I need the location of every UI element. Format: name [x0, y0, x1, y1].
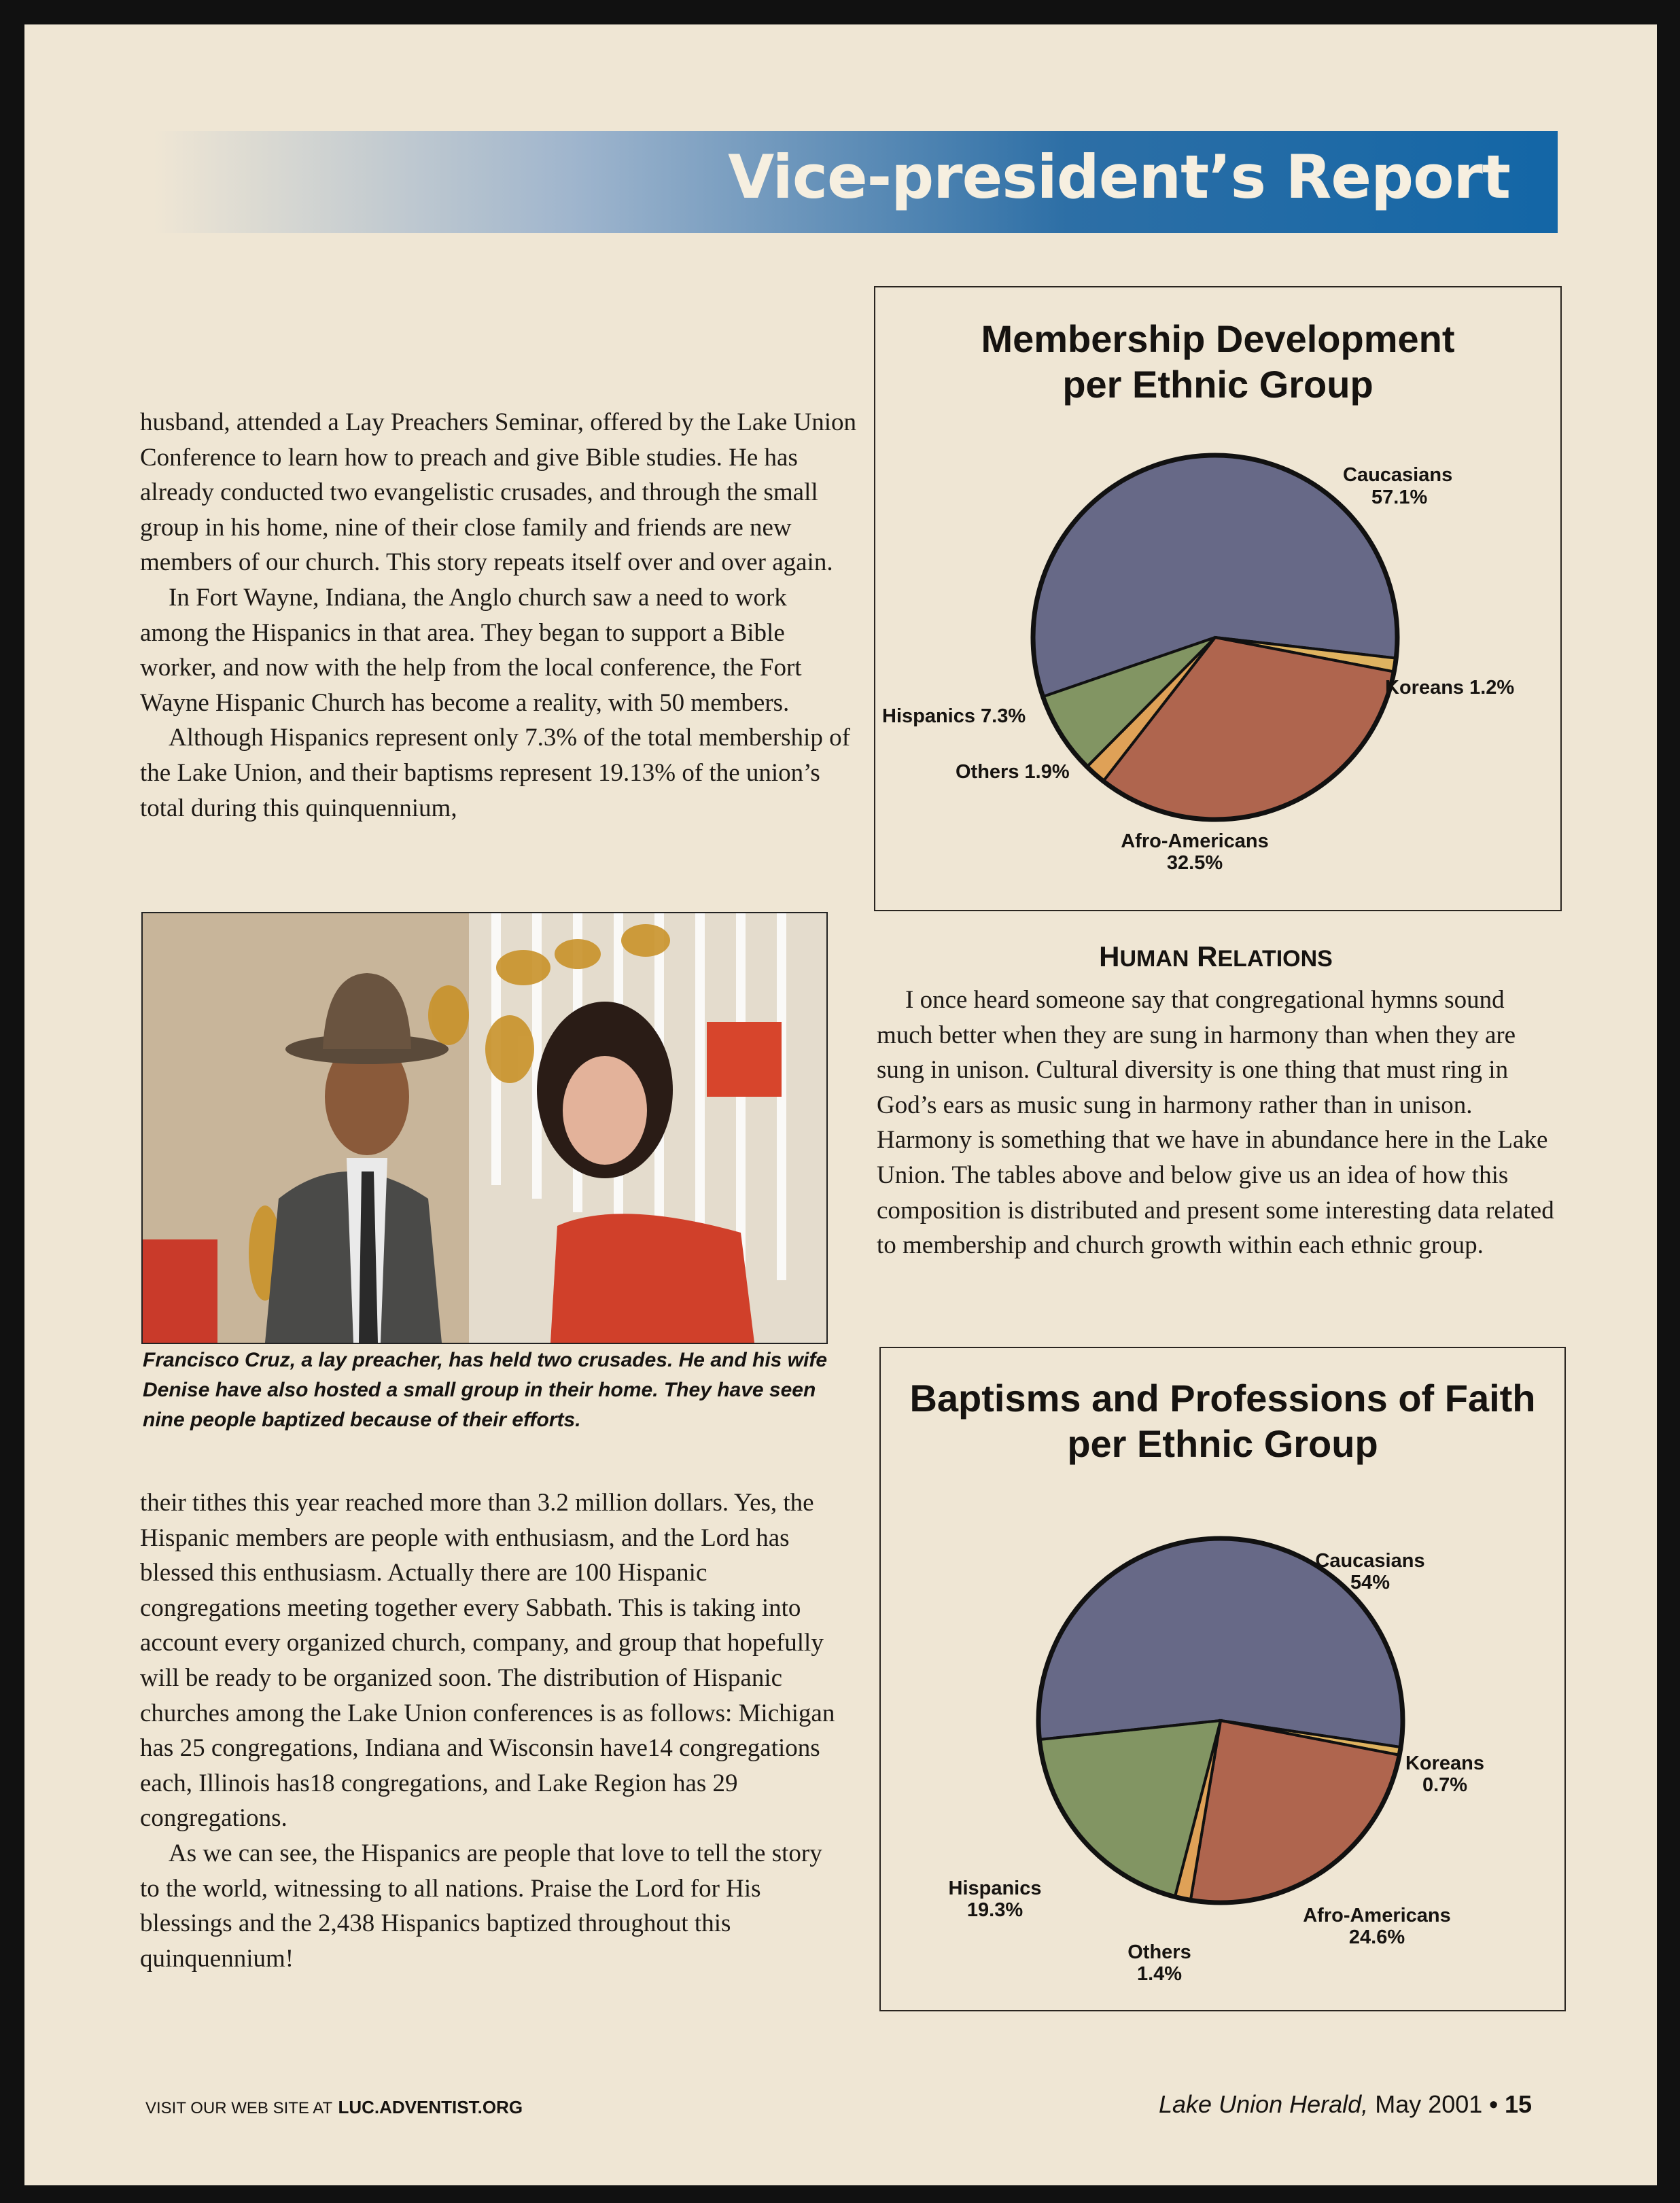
label-koreans-pct-2: 0.7%	[1422, 1774, 1468, 1796]
pie-slice-afro-americans	[1191, 1721, 1399, 1903]
label-others-pct-2: 1.4%	[1136, 1963, 1183, 1985]
page-number: 15	[1504, 2090, 1532, 2118]
label-hispanics-pct-2: 19.3%	[966, 1899, 1023, 1921]
label-afro-1: Afro-Americans	[1121, 830, 1269, 852]
section-banner	[154, 131, 1558, 233]
label-others-2: Others	[1127, 1941, 1191, 1963]
label-koreans-2: Koreans	[1405, 1752, 1485, 1774]
label-caucasians-2: Caucasians	[1315, 1550, 1425, 1572]
website-link[interactable]: LUC.ADVENTIST.ORG	[338, 2097, 523, 2117]
human-relations-heading: HUMAN RELATIONS	[1099, 940, 1333, 972]
label-caucasians-pct-2: 54%	[1350, 1572, 1390, 1593]
left-column-bottom	[140, 1485, 847, 1976]
label-afro-pct-2: 24.6%	[1348, 1926, 1405, 1948]
chart-membership-box	[874, 286, 1562, 911]
label-caucasians-1: Caucasians	[1343, 464, 1453, 486]
page	[24, 24, 1657, 2185]
paragraph: I once heard someone say that congregational hymns sound much better when they are sung in harmony than when they are sung in unison. Cultural diversity is one thing that must ring in God’s ears as music sung in harmony rather than in unison. Harmony is something that we have in abundance here in the Lake Union. The tables above and below give us an idea of how this composition is distributed and present some interesting data related to membership and church growth within each ethnic group.	[877, 986, 1554, 1260]
paragraph: Although Hispanics represent only 7.3% of the total membership of the Lake Union, and their baptisms represent 19.13% of the union’s total during this quinquennium,	[140, 724, 850, 822]
chart-baptisms-box	[879, 1347, 1566, 2011]
photo-caption: Francisco Cruz, a lay preacher, has held two crusades. He and his wife Denise have also hosted a small group in their home. They have seen nine people baptized because of their efforts.	[143, 1349, 828, 1431]
label-hispanics-2: Hispanics	[948, 1878, 1042, 1899]
left-column-top	[140, 405, 860, 826]
label-others-1: Others 1.9%	[956, 761, 1070, 783]
human-relations-text	[877, 983, 1563, 1263]
label-hispanics-1: Hispanics 7.3%	[882, 705, 1026, 727]
chart-baptisms-title: Baptisms and Professions of Faith per Ethnic Group	[909, 1377, 1536, 1466]
paragraph: their tithes this year reached more than 3.2 million dollars. Yes, the Hispanic members are people with enthusiasm, and the Lord has blessed this enthusiasm. Actually there are 100 Hispanic congregations meeting together every Sabbath. This is taking into account every organized church, company, and group that hopefully will be ready to be organized soon. The distribution of Hispanic churches among the Lake Union conferences is as follows: Michigan has 25 congregations, Indiana and Wisconsin have14 congregations each, Illinois has18 congregations, and Lake Region has 29 congregations.	[140, 1489, 835, 1833]
paragraph: husband, attended a Lay Preachers Seminar, offered by the Lake Union Conference to learn how to preach and give Bible studies. He has already conducted two evangelistic crusades, and through the small group in his home, nine of their close family and friends are new members of our church. This story repeats itself over and over again.	[140, 408, 857, 577]
label-afro-pct-1: 32.5%	[1166, 852, 1223, 874]
chart-membership-svg	[875, 287, 1560, 910]
paragraph: As we can see, the Hispanics are people that love to tell the story to the world, witnessing to all nations. Praise the Lord for His blessings and the 2,438 Hispanics baptized throughout this quinquennium!	[140, 1839, 822, 1973]
label-caucasians-pct-1: 57.1%	[1371, 487, 1428, 508]
chart-baptisms-svg	[881, 1348, 1564, 2010]
banner-title: Vice-president’s Report	[728, 142, 1510, 212]
chart-membership-title: Membership Development per Ethnic Group	[981, 317, 1455, 406]
label-afro-2: Afro-Americans	[1303, 1905, 1451, 1926]
label-koreans-1: Koreans 1.2%	[1385, 677, 1515, 699]
photo-couple	[141, 912, 828, 1344]
paragraph: In Fort Wayne, Indiana, the Anglo church saw a need to work among the Hispanics in that area. They began to support a Bible worker, and now with the help from the local conference, the Fort Wayne Hispanic Church has become a reality, with 50 members.	[140, 583, 802, 717]
footer-publication: Lake Union Herald, May 2001 • 15	[1159, 2090, 1532, 2118]
footer-website: VISIT OUR WEB SITE AT LUC.ADVENTIST.ORG	[145, 2097, 523, 2117]
